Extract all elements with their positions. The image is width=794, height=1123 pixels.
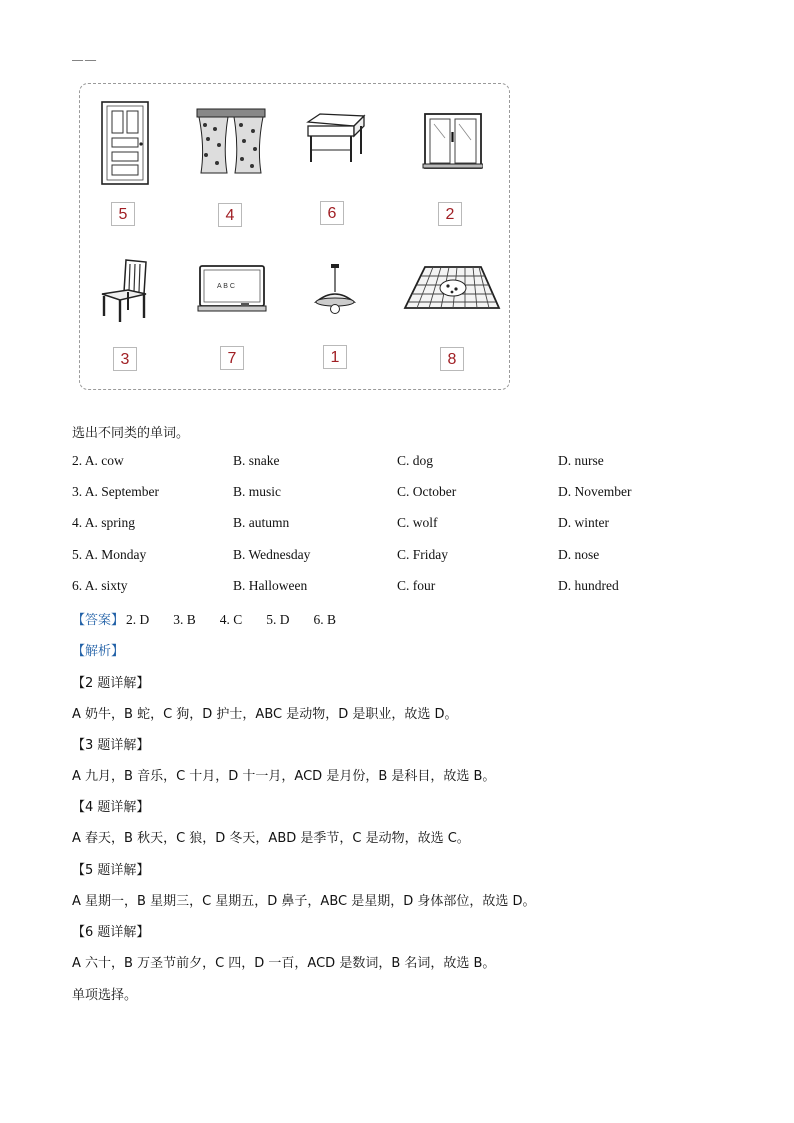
option-b: B. autumn <box>233 515 290 530</box>
answer-item: 6. B <box>313 612 337 627</box>
picture-number-lamp: 1 <box>323 345 347 369</box>
detail-title: 【2 题详解】 <box>72 676 150 691</box>
picture-number-desk: 6 <box>320 201 344 225</box>
picture-number-curtain: 4 <box>218 203 242 227</box>
picture-number-chair: 3 <box>113 347 137 371</box>
window-icon <box>421 112 483 170</box>
detail-text: A 奶牛，B 蛇，C 狗，D 护士，ABC 是动物，D 是职业，故选 D。 <box>72 707 458 722</box>
detail-title: 【6 题详解】 <box>72 925 150 940</box>
option-b: B. Wednesday <box>233 547 311 562</box>
question-row <box>72 453 752 471</box>
option-d: D. winter <box>558 515 609 530</box>
lamp-icon <box>310 262 360 318</box>
option-a: 3. A. September <box>72 484 159 499</box>
detail-title: 【4 题详解】 <box>72 800 150 815</box>
detail-text: A 九月，B 音乐，C 十月，D 十一月，ACD 是月份，B 是科目，故选 B。 <box>72 769 496 784</box>
option-d: D. November <box>558 484 632 499</box>
detail-title: 【5 题详解】 <box>72 863 150 878</box>
option-b: B. Halloween <box>233 578 308 593</box>
detail-text: A 春天，B 秋天，C 狼，D 冬天，ABD 是季节，C 是动物，故选 C。 <box>72 831 470 846</box>
top-mark: —— <box>72 58 98 66</box>
picture-number-window: 2 <box>438 202 462 226</box>
option-c: C. wolf <box>397 515 438 530</box>
answer-item: 2. D <box>126 612 150 627</box>
option-a: 6. A. sixty <box>72 578 128 593</box>
question-row <box>72 515 752 533</box>
question-row <box>72 484 752 502</box>
picture-number-door: 5 <box>111 202 135 226</box>
picture-number-rug: 8 <box>440 347 464 371</box>
answer-item: 3. B <box>173 612 196 627</box>
answer-item: 5. D <box>266 612 290 627</box>
chair-icon <box>98 258 152 324</box>
section-odd-one-out-heading: 选出不同类的单词。 <box>72 426 190 441</box>
desk-icon <box>304 112 366 166</box>
option-b: B. snake <box>233 453 280 468</box>
curtain-icon <box>195 107 267 175</box>
option-b: B. music <box>233 484 282 499</box>
section-single-choice-heading: 单项选择。 <box>72 988 138 1003</box>
option-c: C. dog <box>397 453 434 468</box>
question-row <box>72 547 752 565</box>
answer-item: 4. C <box>219 612 243 627</box>
option-d: D. nurse <box>558 453 604 468</box>
answer-label: 【答案】 <box>72 613 125 628</box>
option-a: 4. A. spring <box>72 515 136 530</box>
blackboard-icon <box>197 264 267 314</box>
door-icon <box>99 100 151 186</box>
rug-icon <box>403 264 501 312</box>
detail-text: A 六十，B 万圣节前夕，C 四，D 一百，ACD 是数词，B 名词，故选 B。 <box>72 956 496 971</box>
question-row <box>72 578 752 596</box>
detail-text: A 星期一，B 星期三，C 星期五，D 鼻子，ABC 是星期，D 身体部位，故选 D。 <box>72 894 536 909</box>
option-a: 2. A. cow <box>72 453 124 468</box>
option-a: 5. A. Monday <box>72 547 147 562</box>
option-c: C. four <box>397 578 436 593</box>
picture-number-blackboard: 7 <box>220 346 244 370</box>
option-d: D. hundred <box>558 578 619 593</box>
option-c: C. October <box>397 484 457 499</box>
blackboard-text: A B C <box>217 283 235 290</box>
analysis-label: 【解析】 <box>72 644 125 659</box>
option-d: D. nose <box>558 547 600 562</box>
detail-title: 【3 题详解】 <box>72 738 150 753</box>
option-c: C. Friday <box>397 547 449 562</box>
answer-line <box>72 609 360 628</box>
